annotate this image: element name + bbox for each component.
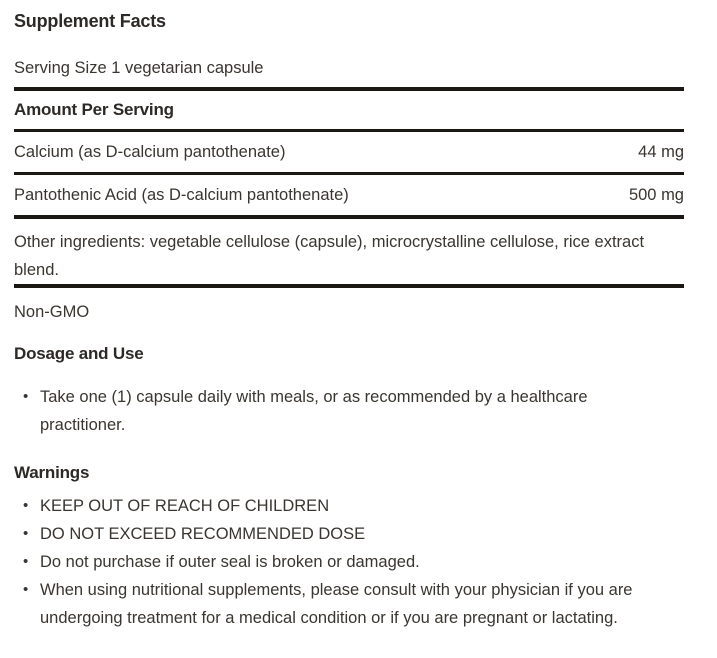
warnings-header: Warnings: [14, 463, 90, 482]
dosage-item: • Take one (1) capsule daily with meals, or as recommended by a healthcare practitioner.: [14, 383, 654, 439]
nutrient-amount: 500 mg: [628, 186, 684, 204]
supplement-facts-title: Supplement Facts: [14, 11, 166, 31]
amount-per-serving-header: Amount Per Serving: [14, 100, 174, 119]
divider-thick-middle: [14, 215, 684, 219]
serving-size-text: Serving Size 1 vegetarian capsule: [14, 59, 264, 77]
dosage-and-use-header: Dosage and Use: [14, 344, 144, 363]
nutrient-row-calcium: [14, 132, 684, 172]
warning-item: • DO NOT EXCEED RECOMMENDED DOSE: [14, 520, 654, 548]
warning-item: • KEEP OUT OF REACH OF CHILDREN: [14, 492, 654, 520]
non-gmo-text: Non-GMO: [14, 303, 90, 321]
divider-thick-bottom: [14, 284, 684, 288]
nutrient-name: Calcium (as D-calcium pantothenate): [14, 143, 286, 161]
warnings-list: [14, 492, 684, 632]
other-ingredients-text: Other ingredients: vegetable cellulose (capsule), microcrystalline cellulose, rice extract blend.: [14, 233, 645, 279]
divider-thick-top: [14, 87, 684, 91]
dosage-list: [14, 383, 684, 439]
nutrient-name: Pantothenic Acid (as D-calcium pantothenate): [14, 186, 349, 204]
nutrient-row-pantothenic-acid: [14, 175, 684, 215]
warning-item: • Do not purchase if outer seal is broken or damaged.: [14, 548, 654, 576]
supplement-facts-panel: [14, 0, 684, 632]
nutrient-amount: 44 mg: [638, 143, 684, 161]
warning-item: • When using nutritional supplements, please consult with your physician if you are undergoing treatment for a medical condition or if you are pregnant or lactating.: [14, 576, 654, 632]
